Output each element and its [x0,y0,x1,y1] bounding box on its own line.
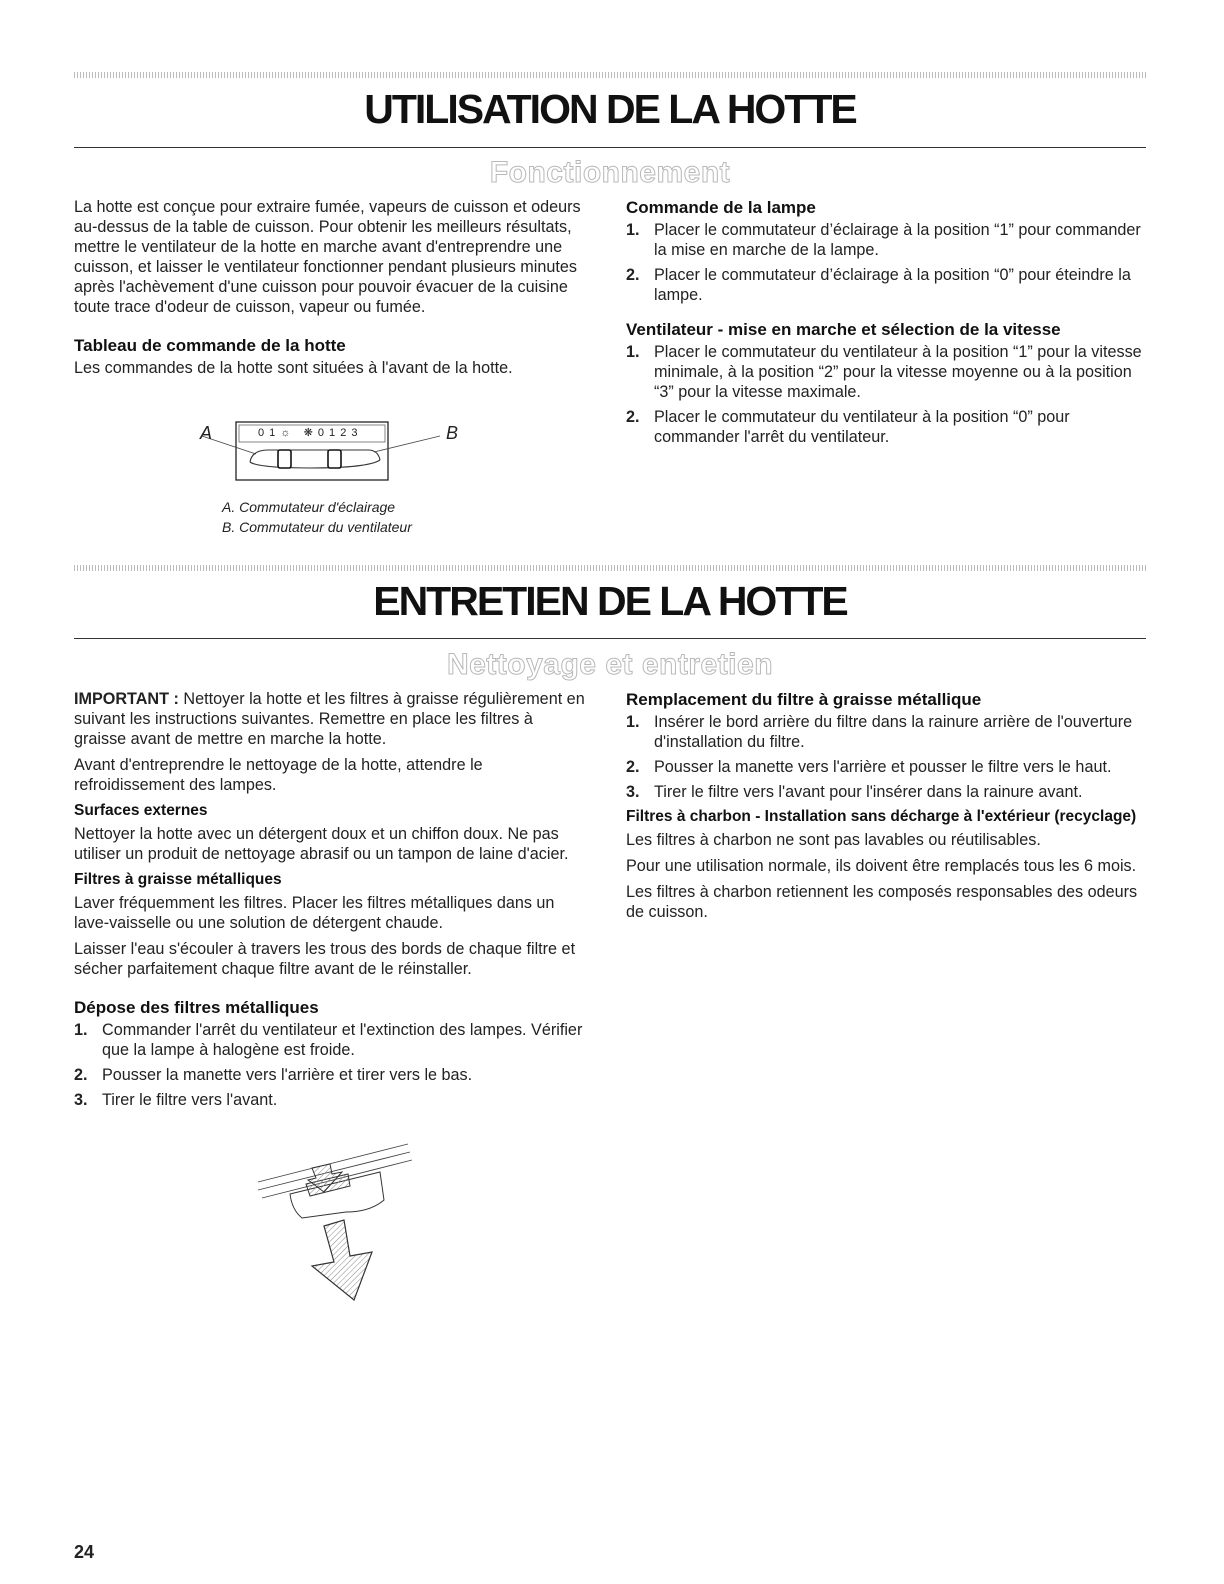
left-column-2 [74,689,586,1115]
control-panel-text: Les commandes de la hotte sont situées à l'avant de la hotte. [74,359,513,377]
lamp-steps [626,220,1146,305]
important-paragraph [74,689,586,749]
list-item: 1. Placer le commutateur du ventilateur à la position “1” pour la vitesse minimale, à la position “2” pour la vitesse moyenne ou à la position “3” pour la vitesse maximale. [626,343,1142,401]
metal-filters-text-2: Laisser l'eau s'écouler à travers les trous des bords de chaque filtre et sécher parfaitement chaque filtre avant de le réinstaller. [74,940,576,978]
surfaces-heading: Surfaces externes [74,802,208,819]
removal-steps [74,1020,586,1110]
panel-indicator-text: 0 1 ☼ ❋ 0 1 2 3 [258,427,359,439]
list-item: 2. Pousser la manette vers l'arrière et pousser le filtre vers le haut. [626,758,1112,776]
control-panel-figure [198,416,478,488]
charcoal-text-2: Pour une utilisation normale, ils doivent être remplacés tous les 6 mois. [626,857,1137,875]
charcoal-heading: Filtres à charbon - Installation sans décharge à l'extérieur (recyclage) [626,808,1137,825]
important-label: IMPORTANT : [74,690,179,708]
list-item: 3. Tirer le filtre vers l'avant. [74,1091,278,1109]
list-item: 1. Commander l'arrêt du ventilateur et l'extinction des lampes. Vérifier que la lampe à halogène est froide. [74,1021,583,1059]
removal-heading: Dépose des filtres métalliques [74,998,319,1017]
fan-steps [626,342,1146,447]
subtitle-fonctionnement: Fonctionnement [489,156,731,189]
charcoal-text-1: Les filtres à charbon ne sont pas lavables ou réutilisables. [626,831,1041,849]
right-column-1 [626,197,1146,452]
top-hatch-divider [74,72,1146,78]
left-column-1 [74,197,586,384]
figure-caption [222,497,522,537]
middle-hatch-divider [74,565,1146,571]
page-number: 24 [74,1542,95,1562]
filter-removal-illustration [250,1140,420,1310]
important-text: Nettoyer la hotte et les filtres à graisse régulièrement en suivant les instructions suivantes. Remettre en place les filtres à graisse avant de mettre en marche la hotte. [74,690,585,748]
list-item: 2. Placer le commutateur du ventilateur à la position “0” pour commander l'arrêt du ventilateur. [626,408,1070,446]
list-item: 1. Insérer le bord arrière du filtre dans la rainure arrière de l'ouverture d'installation du filtre. [626,713,1133,751]
list-item: 2. Pousser la manette vers l'arrière et tirer vers le bas. [74,1066,473,1084]
metal-filters-text-1: Laver fréquemment les filtres. Placer les filtres métalliques dans un lave-vaisselle ou une solution de détergent chaude. [74,894,555,932]
section-rule [74,638,1146,639]
caption-b: B. Commutateur du ventilateur [222,519,412,535]
caption-a: A. Commutateur d'éclairage [222,499,396,515]
subtitle-nettoyage: Nettoyage et entretien [446,648,774,681]
before-clean-paragraph: Avant d'entreprendre le nettoyage de la hotte, attendre le refroidissement des lampes. [74,756,483,794]
lamp-heading: Commande de la lampe [626,198,816,217]
section-rule [74,147,1146,148]
replacement-steps [626,712,1146,802]
figure-label-b: B [446,423,459,443]
right-column-2 [626,689,1146,928]
metal-filters-heading: Filtres à graisse métalliques [74,871,282,888]
control-panel-heading: Tableau de commande de la hotte [74,336,346,355]
charcoal-text-3: Les filtres à charbon retiennent les composés responsables des odeurs de cuisson. [626,883,1138,921]
filter-removal-figure [250,1140,420,1310]
fan-heading: Ventilateur - mise en marche et sélection de la vitesse [626,320,1061,339]
surfaces-text: Nettoyer la hotte avec un détergent doux et un chiffon doux. Ne pas utiliser un produit de nettoyage abrasif ou un tampon de laine d'acier. [74,825,569,863]
section-title-entretien: ENTRETIEN DE LA HOTTE [373,578,847,624]
list-item: 1. Placer le commutateur d’éclairage à la position “1” pour commander la mise en marche de la lampe. [626,221,1141,259]
replacement-heading: Remplacement du filtre à graisse métallique [626,690,982,709]
intro-paragraph: La hotte est conçue pour extraire fumée, vapeurs de cuisson et odeurs au-dessus de la table de cuisson. Pour obtenir les meilleurs résultats, mettre le ventilateur de la hotte en marche avant d'entreprendre une cuisson, et laisser le ventilateur fonctionner pendant plusieurs minutes après l'achèvement d'une cuisson pour pouvoir évacuer de la cuisine toute trace d'odeur de cuisson, vapeur ou fumée. [74,198,581,316]
figure-label-a: A [200,423,213,443]
list-item: 2. Placer le commutateur d’éclairage à la position “0” pour éteindre la lampe. [626,266,1131,304]
list-item: 3. Tirer le filtre vers l'avant pour l'insérer dans la rainure avant. [626,783,1083,801]
section-title-utilisation: UTILISATION DE LA HOTTE [364,86,856,132]
